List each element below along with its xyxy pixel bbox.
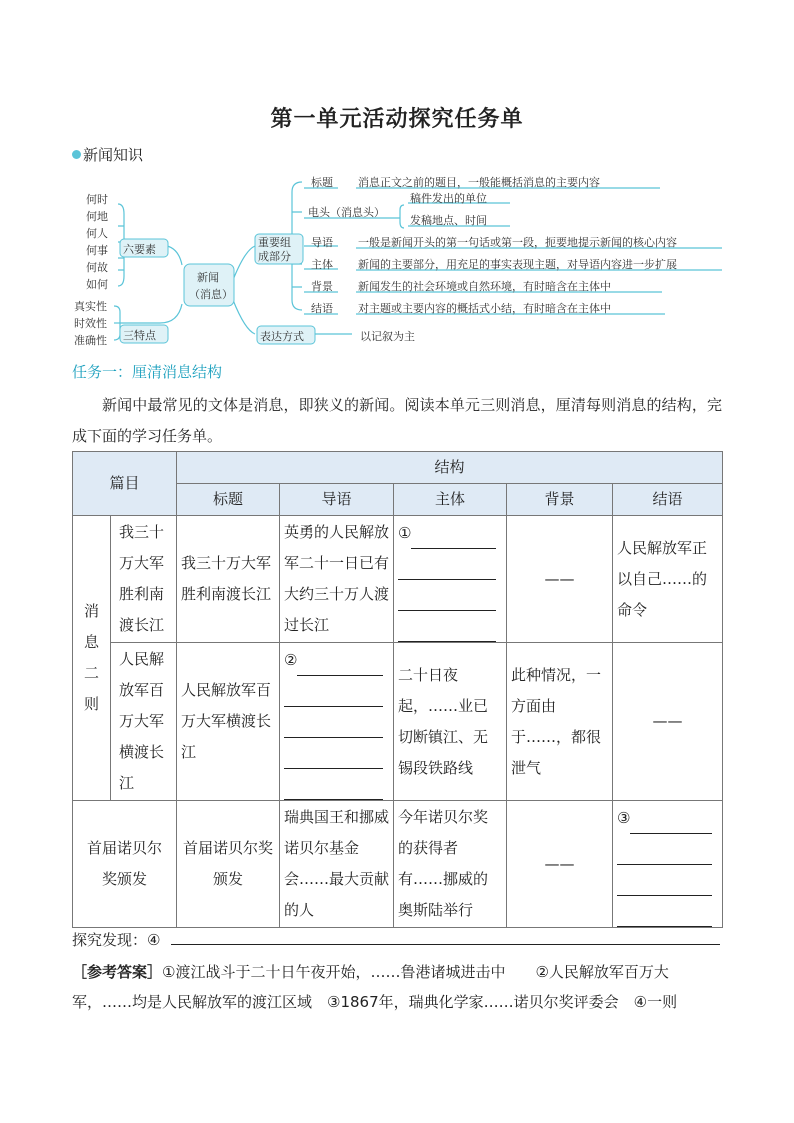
table-row [73,516,723,643]
part-label: 结语 [311,302,333,315]
part-desc: 消息正文之前的题目，一般能概括消息的主要内容 [358,176,600,189]
cell-bg: —— [507,801,613,928]
three-item: 真实性 [74,300,107,313]
cell-lead: 瑞典国王和挪威诺贝尔基金会……最大贡献的人 [280,801,394,928]
part-desc: 对主题或主要内容的概括式小结，有时暗含在主体中 [358,302,611,315]
blank-marker: ③ [617,809,631,827]
part-desc: 一般是新闻开头的第一句话或第一段，扼要地提示新闻的核心内容 [358,236,677,249]
three-item: 时效性 [74,317,107,330]
cell-end-blank[interactable] [613,801,723,928]
part-sub: 稿件发出的单位 [410,192,487,205]
part-label: 背景 [311,280,333,293]
part-label: 导语 [311,236,333,249]
express-node: 表达方式 [260,330,304,343]
cell-body-blank[interactable] [394,516,507,643]
page-title: 第一单元活动探究任务单 [270,107,524,132]
six-item: 何故 [86,261,108,274]
part-label: 主体 [311,258,333,271]
answer-block [72,957,722,1017]
answer-label: ［参考答案］ [72,963,163,981]
cell-title: 人民解放军百万大军横渡长江 [177,643,280,801]
part-desc: 新闻的主要部分，用充足的事实表现主题，对导语内容进一步扩展 [358,258,677,271]
six-item: 何事 [86,244,108,257]
six-item: 何地 [86,210,108,223]
part-sub: 发稿地点、时间 [410,214,487,227]
three-node: 三特点 [123,329,156,342]
cell-body: 今年诺贝尔奖的获得者有……挪威的奥斯陆举行 [394,801,507,928]
table-row [73,643,723,801]
express-desc: 以记叙为主 [360,330,415,343]
discover-label: 探究发现：④ [72,931,161,949]
six-item: 何时 [86,193,108,206]
six-node: 六要素 [123,243,156,256]
cell-name: 我三十万大军胜利南渡长江 [111,516,177,643]
cell-title: 首届诺贝尔奖颁发 [177,801,280,928]
cell-name: 人民解放军百万大军横渡长江 [111,643,177,801]
blank-marker: ② [284,651,298,669]
section-label: 新闻知识 [83,146,144,164]
cell-body: 二十日夜起，……业已切断镇江、无锡段铁路线 [394,643,507,801]
answer-text: ①渡江战斗于二十日午夜开始，……鲁港诸城进击中 ②人民解放军百万大军，……均是人民解放军的渡江区域 ③1867年，瑞典化学家……诺贝尔奖评委会 ④一则 [72,963,678,1011]
center-label: （消息） [189,288,233,301]
parts-node: 成部分 [258,250,291,263]
header-struct: 结构 [177,452,723,484]
col-header: 主体 [394,484,507,516]
part-label: 标题 [311,176,333,189]
parts-node: 重要组 [258,236,291,249]
three-item: 准确性 [74,334,107,347]
discover-answer-line[interactable] [171,944,720,945]
task-paragraph: 新闻中最常见的文体是消息，即狭义的新闻。阅读本单元三则消息，厘清每则消息的结构，完成下面的学习任务单。 [72,396,722,445]
cell-end: 人民解放军正以自己……的命令 [613,516,723,643]
cell-end: —— [613,643,723,801]
center-label: 新闻 [197,271,219,284]
six-item: 如何 [86,278,108,291]
cell-bg: —— [507,516,613,643]
cell-lead: 英勇的人民解放军二十一日已有大约三十万人渡过长江 [280,516,394,643]
col-header: 导语 [280,484,394,516]
part-desc: 新闻发生的社会环境或自然环境，有时暗含在主体中 [358,280,611,293]
task-table [72,451,723,928]
cell-title: 我三十万大军胜利南渡长江 [177,516,280,643]
task-heading: 任务一：厘清消息结构 [72,363,223,381]
col-header: 标题 [177,484,280,516]
col-header: 背景 [507,484,613,516]
cell-bg: 此种情况，一方面由于……，都很泄气 [507,643,613,801]
blank-marker: ① [398,524,412,542]
table-row [73,801,723,928]
cell-lead-blank[interactable] [280,643,394,801]
cell-name: 首届诺贝尔奖颁发 [73,801,177,928]
col-header: 结语 [613,484,723,516]
header-title: 篇目 [73,452,177,516]
part-label: 电头（消息头） [308,206,385,219]
group-label: 消 息 二 则 [73,516,111,801]
six-item: 何人 [86,227,108,240]
